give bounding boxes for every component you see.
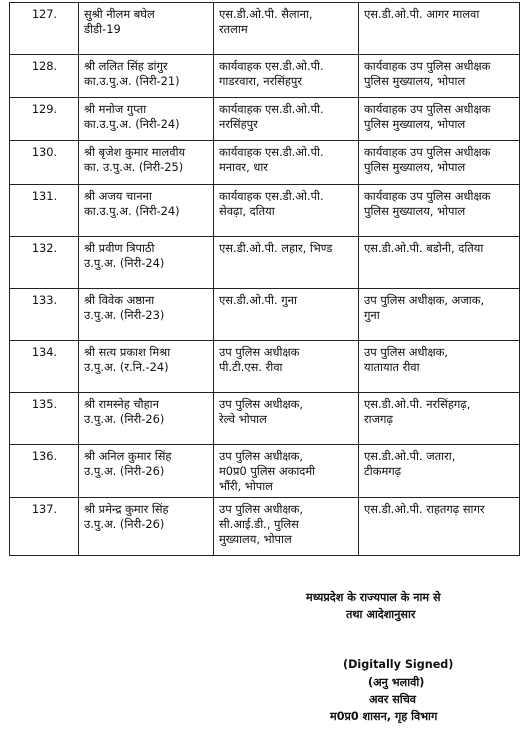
table-row (10, 289, 520, 341)
posted-from: उप पुलिस अधीक्षक, रेल्वे भोपाल (214, 393, 359, 445)
posted-to: उप पुलिस अधीक्षक, यातायात रीवा (359, 341, 520, 393)
posted-from: एस.डी.ओ.पी. लहार, भिण्ड (214, 237, 359, 289)
officer-name: श्री सत्य प्रकाश मिश्रा उ.पु.अ. (र.नि.-24) (79, 341, 214, 393)
posted-to: उप पुलिस अधीक्षक, अजाक, गुना (359, 289, 520, 341)
transfer-table (9, 2, 520, 556)
signatory-name: (अनु भलावी) (368, 676, 425, 689)
officer-name: श्री अनिल कुमार सिंह उ.पु.अ. (निरी-26) (79, 445, 214, 498)
posted-from: उप पुलिस अधीक्षक, म0प्र0 पुलिस अकादमी भौंरी, भोपाल (214, 445, 359, 498)
posted-from: कार्यवाहक एस.डी.ओ.पी. मनावर, धार (214, 141, 359, 185)
posted-to: एस.डी.ओ.पी. आगर मालवा (359, 3, 520, 55)
table-row (10, 498, 520, 556)
row-number: 131. (10, 185, 79, 237)
table-row (10, 141, 520, 185)
table-row (10, 98, 520, 141)
officer-name: श्री रामस्नेह चौहान उ.पु.अ. (निरी-26) (79, 393, 214, 445)
posted-from: एस.डी.ओ.पी. गुना (214, 289, 359, 341)
officer-name: श्री बृजेश कुमार मालवीय का. उ.पु.अ. (निरी-25) (79, 141, 214, 185)
officer-name: श्री विवेक अष्ठाना उ.पु.अ. (निरी-23) (79, 289, 214, 341)
posted-from: एस.डी.ओ.पी. सैलाना, रतलाम (214, 3, 359, 55)
posted-from: उप पुलिस अधीक्षक, सी.आई.डी., पुलिस मुख्यालय, भोपाल (214, 498, 359, 556)
closing-line-1: मध्यप्रदेश के राज्यपाल के नाम से (306, 591, 441, 604)
posted-to: कार्यवाहक उप पुलिस अधीक्षक पुलिस मुख्यालय, भोपाल (359, 98, 520, 141)
row-number: 132. (10, 237, 79, 289)
officer-name: श्री ललित सिंह डांगुर का.उ.पु.अ. (निरी-21) (79, 55, 214, 98)
posted-to: एस.डी.ओ.पी. जतारा, टीकमगढ़ (359, 445, 520, 498)
posted-to: कार्यवाहक उप पुलिस अधीक्षक पुलिस मुख्यालय, भोपाल (359, 55, 520, 98)
row-number: 127. (10, 3, 79, 55)
posted-to: कार्यवाहक उप पुलिस अधीक्षक पुलिस मुख्यालय, भोपाल (359, 185, 520, 237)
table-row (10, 393, 520, 445)
table-row (10, 237, 520, 289)
table-body (10, 3, 520, 556)
row-number: 133. (10, 289, 79, 341)
officer-name: श्री प्रमेन्द्र कुमार सिंह उ.पु.अ. (निरी-26) (79, 498, 214, 556)
posted-to: कार्यवाहक उप पुलिस अधीक्षक पुलिस मुख्यालय, भोपाल (359, 141, 520, 185)
table-row (10, 341, 520, 393)
posted-from: कार्यवाहक एस.डी.ओ.पी. गाडरवारा, नरसिंहपुर (214, 55, 359, 98)
posted-to: एस.डी.ओ.पी. राहतगढ़ सागर (359, 498, 520, 556)
row-number: 129. (10, 98, 79, 141)
row-number: 128. (10, 55, 79, 98)
table-row (10, 185, 520, 237)
posted-to: एस.डी.ओ.पी. बडोनी, दतिया (359, 237, 520, 289)
row-number: 130. (10, 141, 79, 185)
closing-line-2: तथा आदेशानुसार (346, 608, 416, 621)
signatory-department: म0प्र0 शासन, गृह विभाग (330, 710, 438, 723)
row-number: 134. (10, 341, 79, 393)
row-number: 135. (10, 393, 79, 445)
signatory-designation: अवर सचिव (369, 693, 417, 706)
table-row (10, 3, 520, 55)
officer-name: श्री मनोज गुप्ता का.उ.पु.अ. (निरी-24) (79, 98, 214, 141)
digital-signature-note: (Digitally Signed) (343, 658, 454, 671)
table-row (10, 445, 520, 498)
posted-from: कार्यवाहक एस.डी.ओ.पी. नरसिंहपुर (214, 98, 359, 141)
table-row (10, 55, 520, 98)
row-number: 137. (10, 498, 79, 556)
posted-from: कार्यवाहक एस.डी.ओ.पी. सेवढ़ा, दतिया (214, 185, 359, 237)
officer-name: श्री प्रवीण त्रिपाठी उ.पु.अ. (निरी-24) (79, 237, 214, 289)
posted-to: एस.डी.ओ.पी. नरसिंहगढ़, राजगढ़ (359, 393, 520, 445)
officer-name: सुश्री नीलम बघेल डीडी-19 (79, 3, 214, 55)
posted-from: उप पुलिस अधीक्षक पी.टी.एस. रीवा (214, 341, 359, 393)
row-number: 136. (10, 445, 79, 498)
officer-name: श्री अजय चानना का.उ.पु.अ. (निरी-24) (79, 185, 214, 237)
